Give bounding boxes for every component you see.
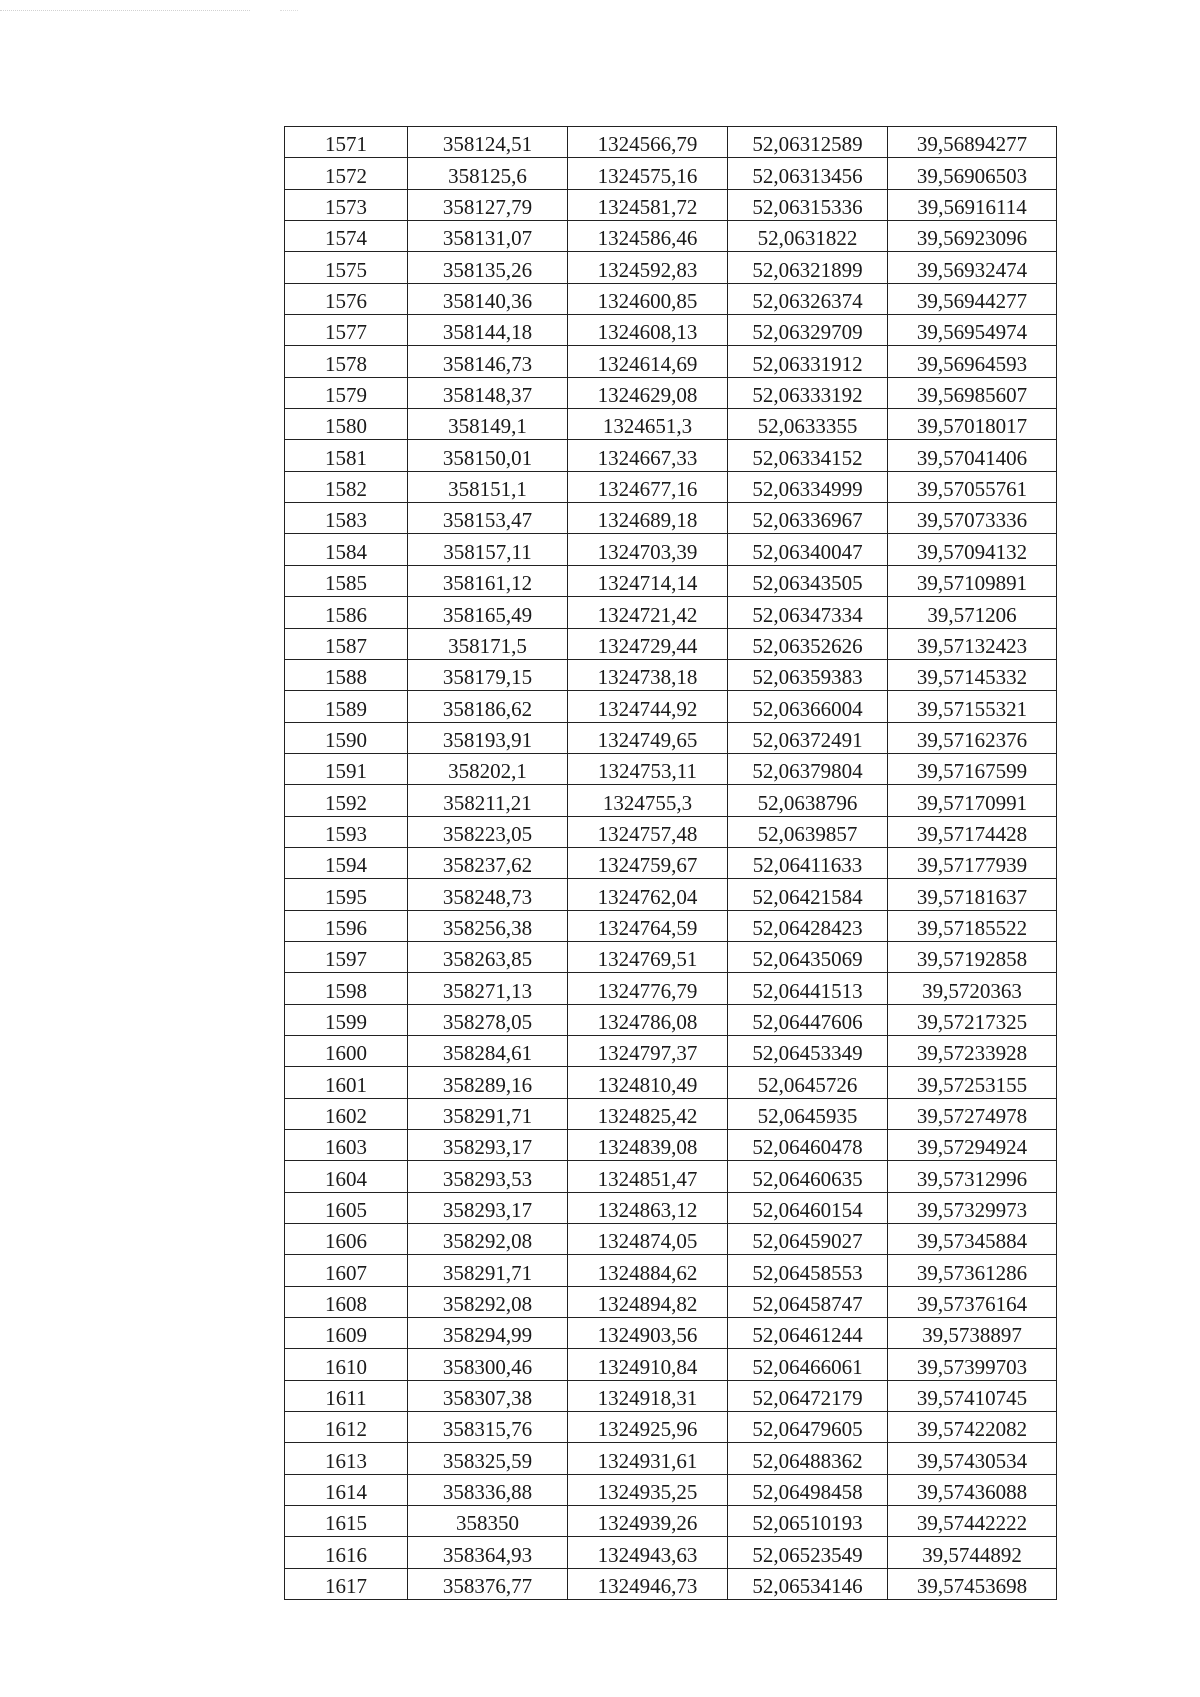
y-coordinate-cell: 1324946,73 <box>568 1568 728 1599</box>
point-number-cell: 1596 <box>285 910 408 941</box>
latitude-cell: 52,06315336 <box>728 189 888 220</box>
point-number-cell: 1573 <box>285 189 408 220</box>
latitude-cell: 52,06411633 <box>728 847 888 878</box>
longitude-cell: 39,57174428 <box>888 816 1057 847</box>
latitude-cell: 52,06340047 <box>728 534 888 565</box>
y-coordinate-cell: 1324759,67 <box>568 847 728 878</box>
x-coordinate-cell: 358300,46 <box>408 1349 568 1380</box>
longitude-cell: 39,56923096 <box>888 221 1057 252</box>
table-row <box>285 252 1057 283</box>
x-coordinate-cell: 358294,99 <box>408 1318 568 1349</box>
point-number-cell: 1600 <box>285 1035 408 1066</box>
x-coordinate-cell: 358125,6 <box>408 158 568 189</box>
latitude-cell: 52,0645935 <box>728 1098 888 1129</box>
point-number-cell: 1584 <box>285 534 408 565</box>
latitude-cell: 52,06333192 <box>728 377 888 408</box>
y-coordinate-cell: 1324797,37 <box>568 1035 728 1066</box>
point-number-cell: 1574 <box>285 221 408 252</box>
longitude-cell: 39,56985607 <box>888 377 1057 408</box>
x-coordinate-cell: 358315,76 <box>408 1412 568 1443</box>
table-row <box>285 1161 1057 1192</box>
point-number-cell: 1583 <box>285 503 408 534</box>
table-row <box>285 1474 1057 1505</box>
coordinates-table-body <box>285 127 1057 1600</box>
longitude-cell: 39,57376164 <box>888 1286 1057 1317</box>
longitude-cell: 39,57018017 <box>888 409 1057 440</box>
table-row <box>285 127 1057 158</box>
scan-artifact-line <box>0 10 250 11</box>
table-row <box>285 1568 1057 1599</box>
point-number-cell: 1601 <box>285 1067 408 1098</box>
x-coordinate-cell: 358165,49 <box>408 597 568 628</box>
x-coordinate-cell: 358148,37 <box>408 377 568 408</box>
point-number-cell: 1610 <box>285 1349 408 1380</box>
table-row <box>285 1318 1057 1349</box>
latitude-cell: 52,06379804 <box>728 753 888 784</box>
point-number-cell: 1589 <box>285 691 408 722</box>
latitude-cell: 52,06366004 <box>728 691 888 722</box>
latitude-cell: 52,06479605 <box>728 1412 888 1443</box>
point-number-cell: 1590 <box>285 722 408 753</box>
longitude-cell: 39,57217325 <box>888 1004 1057 1035</box>
y-coordinate-cell: 1324566,79 <box>568 127 728 158</box>
table-row <box>285 753 1057 784</box>
longitude-cell: 39,56894277 <box>888 127 1057 158</box>
latitude-cell: 52,0633355 <box>728 409 888 440</box>
point-number-cell: 1579 <box>285 377 408 408</box>
x-coordinate-cell: 358202,1 <box>408 753 568 784</box>
y-coordinate-cell: 1324714,14 <box>568 565 728 596</box>
x-coordinate-cell: 358146,73 <box>408 346 568 377</box>
point-number-cell: 1609 <box>285 1318 408 1349</box>
point-number-cell: 1586 <box>285 597 408 628</box>
longitude-cell: 39,56932474 <box>888 252 1057 283</box>
x-coordinate-cell: 358278,05 <box>408 1004 568 1035</box>
latitude-cell: 52,06334999 <box>728 471 888 502</box>
latitude-cell: 52,06331912 <box>728 346 888 377</box>
longitude-cell: 39,57155321 <box>888 691 1057 722</box>
y-coordinate-cell: 1324874,05 <box>568 1224 728 1255</box>
latitude-cell: 52,06472179 <box>728 1380 888 1411</box>
x-coordinate-cell: 358153,47 <box>408 503 568 534</box>
table-row <box>285 409 1057 440</box>
latitude-cell: 52,06461244 <box>728 1318 888 1349</box>
x-coordinate-cell: 358161,12 <box>408 565 568 596</box>
table-row <box>285 534 1057 565</box>
y-coordinate-cell: 1324769,51 <box>568 941 728 972</box>
y-coordinate-cell: 1324586,46 <box>568 221 728 252</box>
x-coordinate-cell: 358291,71 <box>408 1098 568 1129</box>
point-number-cell: 1599 <box>285 1004 408 1035</box>
y-coordinate-cell: 1324757,48 <box>568 816 728 847</box>
table-row <box>285 1098 1057 1129</box>
x-coordinate-cell: 358376,77 <box>408 1568 568 1599</box>
point-number-cell: 1575 <box>285 252 408 283</box>
latitude-cell: 52,06359383 <box>728 659 888 690</box>
table-row <box>285 1035 1057 1066</box>
y-coordinate-cell: 1324762,04 <box>568 879 728 910</box>
longitude-cell: 39,56944277 <box>888 283 1057 314</box>
y-coordinate-cell: 1324786,08 <box>568 1004 728 1035</box>
longitude-cell: 39,57274978 <box>888 1098 1057 1129</box>
table-row <box>285 628 1057 659</box>
x-coordinate-cell: 358293,17 <box>408 1192 568 1223</box>
table-row <box>285 346 1057 377</box>
latitude-cell: 52,06523549 <box>728 1537 888 1568</box>
table-row <box>285 1286 1057 1317</box>
latitude-cell: 52,06534146 <box>728 1568 888 1599</box>
x-coordinate-cell: 358150,01 <box>408 440 568 471</box>
x-coordinate-cell: 358292,08 <box>408 1286 568 1317</box>
longitude-cell: 39,57422082 <box>888 1412 1057 1443</box>
latitude-cell: 52,06488362 <box>728 1443 888 1474</box>
longitude-cell: 39,57094132 <box>888 534 1057 565</box>
y-coordinate-cell: 1324910,84 <box>568 1349 728 1380</box>
point-number-cell: 1588 <box>285 659 408 690</box>
longitude-cell: 39,57073336 <box>888 503 1057 534</box>
coordinates-table <box>284 126 1057 1600</box>
x-coordinate-cell: 358211,21 <box>408 785 568 816</box>
point-number-cell: 1580 <box>285 409 408 440</box>
latitude-cell: 52,06458747 <box>728 1286 888 1317</box>
point-number-cell: 1616 <box>285 1537 408 1568</box>
x-coordinate-cell: 358263,85 <box>408 941 568 972</box>
x-coordinate-cell: 358325,59 <box>408 1443 568 1474</box>
point-number-cell: 1597 <box>285 941 408 972</box>
y-coordinate-cell: 1324935,25 <box>568 1474 728 1505</box>
longitude-cell: 39,57109891 <box>888 565 1057 596</box>
table-row <box>285 973 1057 1004</box>
latitude-cell: 52,06352626 <box>728 628 888 659</box>
longitude-cell: 39,57410745 <box>888 1380 1057 1411</box>
latitude-cell: 52,0645726 <box>728 1067 888 1098</box>
point-number-cell: 1608 <box>285 1286 408 1317</box>
longitude-cell: 39,57192858 <box>888 941 1057 972</box>
x-coordinate-cell: 358293,53 <box>408 1161 568 1192</box>
longitude-cell: 39,57329973 <box>888 1192 1057 1223</box>
y-coordinate-cell: 1324894,82 <box>568 1286 728 1317</box>
longitude-cell: 39,57453698 <box>888 1568 1057 1599</box>
table-row <box>285 1443 1057 1474</box>
table-row <box>285 691 1057 722</box>
latitude-cell: 52,06326374 <box>728 283 888 314</box>
point-number-cell: 1614 <box>285 1474 408 1505</box>
table-row <box>285 315 1057 346</box>
longitude-cell: 39,57430534 <box>888 1443 1057 1474</box>
longitude-cell: 39,57162376 <box>888 722 1057 753</box>
latitude-cell: 52,0631822 <box>728 221 888 252</box>
x-coordinate-cell: 358307,38 <box>408 1380 568 1411</box>
x-coordinate-cell: 358131,07 <box>408 221 568 252</box>
x-coordinate-cell: 358124,51 <box>408 127 568 158</box>
latitude-cell: 52,06460154 <box>728 1192 888 1223</box>
y-coordinate-cell: 1324689,18 <box>568 503 728 534</box>
longitude-cell: 39,56964593 <box>888 346 1057 377</box>
latitude-cell: 52,06459027 <box>728 1224 888 1255</box>
y-coordinate-cell: 1324839,08 <box>568 1130 728 1161</box>
point-number-cell: 1587 <box>285 628 408 659</box>
longitude-cell: 39,57181637 <box>888 879 1057 910</box>
latitude-cell: 52,06447606 <box>728 1004 888 1035</box>
point-number-cell: 1607 <box>285 1255 408 1286</box>
longitude-cell: 39,57345884 <box>888 1224 1057 1255</box>
x-coordinate-cell: 358336,88 <box>408 1474 568 1505</box>
table-row <box>285 941 1057 972</box>
table-row <box>285 503 1057 534</box>
point-number-cell: 1611 <box>285 1380 408 1411</box>
x-coordinate-cell: 358135,26 <box>408 252 568 283</box>
y-coordinate-cell: 1324749,65 <box>568 722 728 753</box>
latitude-cell: 52,06334152 <box>728 440 888 471</box>
table-row <box>285 1067 1057 1098</box>
point-number-cell: 1595 <box>285 879 408 910</box>
point-number-cell: 1615 <box>285 1506 408 1537</box>
latitude-cell: 52,06321899 <box>728 252 888 283</box>
y-coordinate-cell: 1324825,42 <box>568 1098 728 1129</box>
point-number-cell: 1617 <box>285 1568 408 1599</box>
point-number-cell: 1602 <box>285 1098 408 1129</box>
table-row <box>285 847 1057 878</box>
longitude-cell: 39,57177939 <box>888 847 1057 878</box>
y-coordinate-cell: 1324581,72 <box>568 189 728 220</box>
y-coordinate-cell: 1324925,96 <box>568 1412 728 1443</box>
table-row <box>285 283 1057 314</box>
latitude-cell: 52,06312589 <box>728 127 888 158</box>
y-coordinate-cell: 1324753,11 <box>568 753 728 784</box>
longitude-cell: 39,57185522 <box>888 910 1057 941</box>
y-coordinate-cell: 1324764,59 <box>568 910 728 941</box>
y-coordinate-cell: 1324918,31 <box>568 1380 728 1411</box>
point-number-cell: 1604 <box>285 1161 408 1192</box>
table-row <box>285 816 1057 847</box>
table-row <box>285 659 1057 690</box>
longitude-cell: 39,571206 <box>888 597 1057 628</box>
point-number-cell: 1585 <box>285 565 408 596</box>
y-coordinate-cell: 1324600,85 <box>568 283 728 314</box>
latitude-cell: 52,0638796 <box>728 785 888 816</box>
x-coordinate-cell: 358149,1 <box>408 409 568 440</box>
table-row <box>285 471 1057 502</box>
table-row <box>285 565 1057 596</box>
table-row <box>285 1192 1057 1223</box>
y-coordinate-cell: 1324614,69 <box>568 346 728 377</box>
y-coordinate-cell: 1324755,3 <box>568 785 728 816</box>
y-coordinate-cell: 1324575,16 <box>568 158 728 189</box>
x-coordinate-cell: 358179,15 <box>408 659 568 690</box>
longitude-cell: 39,5738897 <box>888 1318 1057 1349</box>
longitude-cell: 39,57312996 <box>888 1161 1057 1192</box>
point-number-cell: 1605 <box>285 1192 408 1223</box>
y-coordinate-cell: 1324810,49 <box>568 1067 728 1098</box>
table-row <box>285 221 1057 252</box>
point-number-cell: 1577 <box>285 315 408 346</box>
y-coordinate-cell: 1324931,61 <box>568 1443 728 1474</box>
table-row <box>285 1412 1057 1443</box>
x-coordinate-cell: 358186,62 <box>408 691 568 722</box>
x-coordinate-cell: 358151,1 <box>408 471 568 502</box>
longitude-cell: 39,57170991 <box>888 785 1057 816</box>
point-number-cell: 1598 <box>285 973 408 1004</box>
table-row <box>285 158 1057 189</box>
latitude-cell: 52,06428423 <box>728 910 888 941</box>
x-coordinate-cell: 358237,62 <box>408 847 568 878</box>
longitude-cell: 39,57442222 <box>888 1506 1057 1537</box>
table-row <box>285 440 1057 471</box>
latitude-cell: 52,06458553 <box>728 1255 888 1286</box>
latitude-cell: 52,06329709 <box>728 315 888 346</box>
x-coordinate-cell: 358284,61 <box>408 1035 568 1066</box>
y-coordinate-cell: 1324939,26 <box>568 1506 728 1537</box>
longitude-cell: 39,57167599 <box>888 753 1057 784</box>
table-row <box>285 1506 1057 1537</box>
x-coordinate-cell: 358289,16 <box>408 1067 568 1098</box>
longitude-cell: 39,57294924 <box>888 1130 1057 1161</box>
y-coordinate-cell: 1324884,62 <box>568 1255 728 1286</box>
y-coordinate-cell: 1324863,12 <box>568 1192 728 1223</box>
longitude-cell: 39,56954974 <box>888 315 1057 346</box>
y-coordinate-cell: 1324721,42 <box>568 597 728 628</box>
point-number-cell: 1581 <box>285 440 408 471</box>
longitude-cell: 39,5720363 <box>888 973 1057 1004</box>
x-coordinate-cell: 358144,18 <box>408 315 568 346</box>
longitude-cell: 39,57399703 <box>888 1349 1057 1380</box>
table-row <box>285 1224 1057 1255</box>
table-row <box>285 1537 1057 1568</box>
y-coordinate-cell: 1324651,3 <box>568 409 728 440</box>
point-number-cell: 1576 <box>285 283 408 314</box>
longitude-cell: 39,57233928 <box>888 1035 1057 1066</box>
x-coordinate-cell: 358364,93 <box>408 1537 568 1568</box>
x-coordinate-cell: 358293,17 <box>408 1130 568 1161</box>
table-row <box>285 1349 1057 1380</box>
longitude-cell: 39,56916114 <box>888 189 1057 220</box>
point-number-cell: 1593 <box>285 816 408 847</box>
latitude-cell: 52,06435069 <box>728 941 888 972</box>
x-coordinate-cell: 358223,05 <box>408 816 568 847</box>
latitude-cell: 52,06498458 <box>728 1474 888 1505</box>
latitude-cell: 52,06343505 <box>728 565 888 596</box>
y-coordinate-cell: 1324943,63 <box>568 1537 728 1568</box>
point-number-cell: 1591 <box>285 753 408 784</box>
table-row <box>285 1380 1057 1411</box>
y-coordinate-cell: 1324851,47 <box>568 1161 728 1192</box>
y-coordinate-cell: 1324667,33 <box>568 440 728 471</box>
table-row <box>285 189 1057 220</box>
y-coordinate-cell: 1324729,44 <box>568 628 728 659</box>
longitude-cell: 39,57361286 <box>888 1255 1057 1286</box>
table-row <box>285 377 1057 408</box>
longitude-cell: 39,57041406 <box>888 440 1057 471</box>
table-row <box>285 785 1057 816</box>
longitude-cell: 39,5744892 <box>888 1537 1057 1568</box>
latitude-cell: 52,0639857 <box>728 816 888 847</box>
y-coordinate-cell: 1324703,39 <box>568 534 728 565</box>
longitude-cell: 39,57055761 <box>888 471 1057 502</box>
y-coordinate-cell: 1324677,16 <box>568 471 728 502</box>
y-coordinate-cell: 1324744,92 <box>568 691 728 722</box>
longitude-cell: 39,57145332 <box>888 659 1057 690</box>
latitude-cell: 52,06313456 <box>728 158 888 189</box>
x-coordinate-cell: 358193,91 <box>408 722 568 753</box>
latitude-cell: 52,06466061 <box>728 1349 888 1380</box>
point-number-cell: 1578 <box>285 346 408 377</box>
table-row <box>285 1130 1057 1161</box>
point-number-cell: 1606 <box>285 1224 408 1255</box>
x-coordinate-cell: 358350 <box>408 1506 568 1537</box>
y-coordinate-cell: 1324592,83 <box>568 252 728 283</box>
y-coordinate-cell: 1324776,79 <box>568 973 728 1004</box>
point-number-cell: 1613 <box>285 1443 408 1474</box>
point-number-cell: 1594 <box>285 847 408 878</box>
scan-artifact-tick <box>280 10 298 11</box>
longitude-cell: 39,56906503 <box>888 158 1057 189</box>
point-number-cell: 1592 <box>285 785 408 816</box>
y-coordinate-cell: 1324903,56 <box>568 1318 728 1349</box>
latitude-cell: 52,06510193 <box>728 1506 888 1537</box>
latitude-cell: 52,06460478 <box>728 1130 888 1161</box>
x-coordinate-cell: 358171,5 <box>408 628 568 659</box>
table-row <box>285 910 1057 941</box>
table-row <box>285 1004 1057 1035</box>
latitude-cell: 52,06441513 <box>728 973 888 1004</box>
table-row <box>285 597 1057 628</box>
point-number-cell: 1603 <box>285 1130 408 1161</box>
x-coordinate-cell: 358157,11 <box>408 534 568 565</box>
x-coordinate-cell: 358256,38 <box>408 910 568 941</box>
y-coordinate-cell: 1324629,08 <box>568 377 728 408</box>
longitude-cell: 39,57132423 <box>888 628 1057 659</box>
point-number-cell: 1612 <box>285 1412 408 1443</box>
longitude-cell: 39,57253155 <box>888 1067 1057 1098</box>
latitude-cell: 52,06421584 <box>728 879 888 910</box>
table-row <box>285 722 1057 753</box>
x-coordinate-cell: 358292,08 <box>408 1224 568 1255</box>
point-number-cell: 1572 <box>285 158 408 189</box>
table-row <box>285 1255 1057 1286</box>
x-coordinate-cell: 358271,13 <box>408 973 568 1004</box>
y-coordinate-cell: 1324738,18 <box>568 659 728 690</box>
point-number-cell: 1571 <box>285 127 408 158</box>
latitude-cell: 52,06336967 <box>728 503 888 534</box>
table-row <box>285 879 1057 910</box>
x-coordinate-cell: 358140,36 <box>408 283 568 314</box>
longitude-cell: 39,57436088 <box>888 1474 1057 1505</box>
x-coordinate-cell: 358291,71 <box>408 1255 568 1286</box>
latitude-cell: 52,06453349 <box>728 1035 888 1066</box>
latitude-cell: 52,06347334 <box>728 597 888 628</box>
x-coordinate-cell: 358248,73 <box>408 879 568 910</box>
latitude-cell: 52,06372491 <box>728 722 888 753</box>
point-number-cell: 1582 <box>285 471 408 502</box>
x-coordinate-cell: 358127,79 <box>408 189 568 220</box>
y-coordinate-cell: 1324608,13 <box>568 315 728 346</box>
latitude-cell: 52,06460635 <box>728 1161 888 1192</box>
